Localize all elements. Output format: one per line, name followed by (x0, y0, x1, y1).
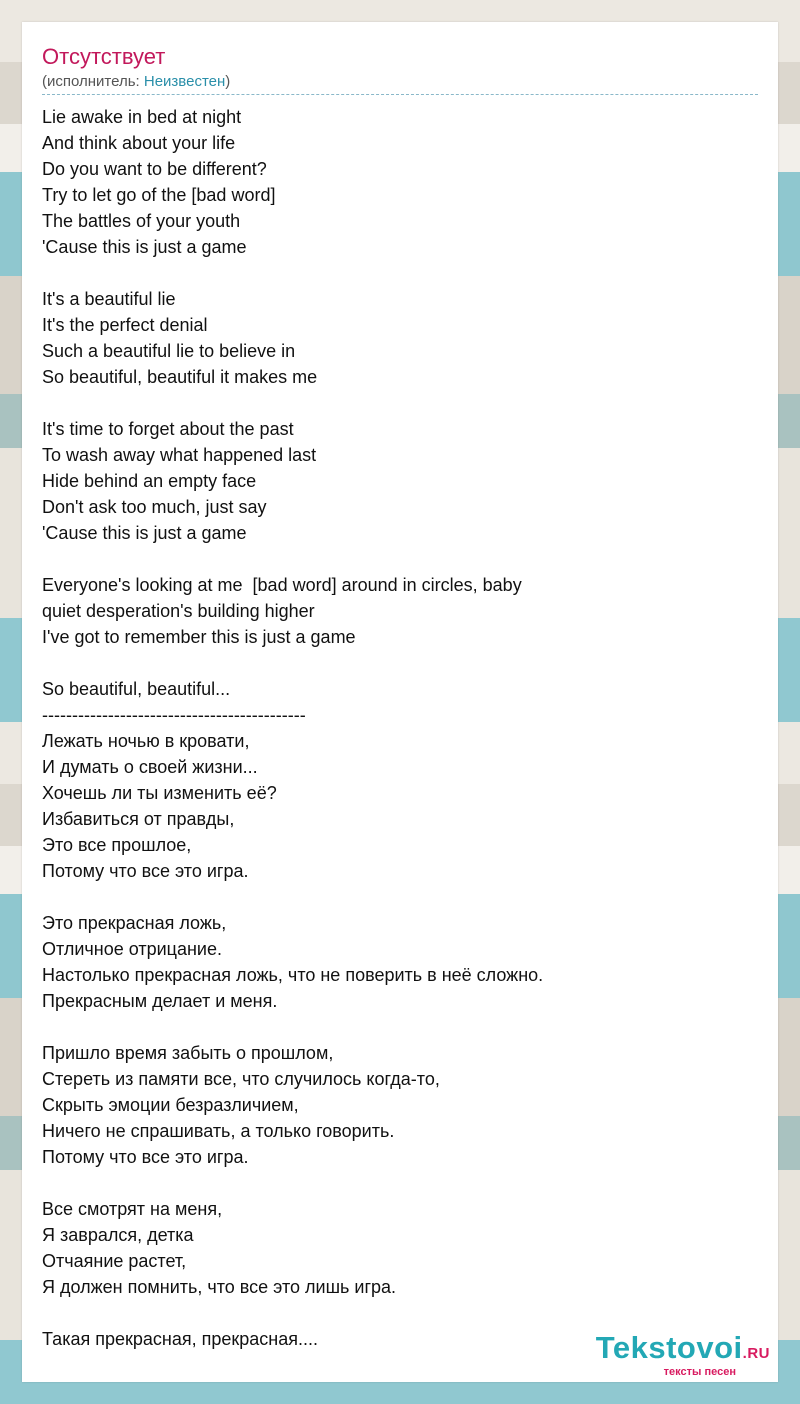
lyrics-blank-line (42, 650, 758, 676)
lyrics-line: Избавиться от правды, (42, 809, 235, 829)
lyrics-line: Everyone's looking at me [bad word] around in circles, baby (42, 575, 522, 595)
lyrics-line: Скрыть эмоции безразличием, (42, 1095, 299, 1115)
lyrics-line: И думать о своей жизни... (42, 757, 258, 777)
lyrics-line: I've got to remember this is just a game (42, 627, 356, 647)
lyrics-line: Do you want to be different? (42, 159, 267, 179)
lyrics-line: Лежать ночью в кровати, (42, 731, 250, 751)
lyrics-line: The battles of your youth (42, 211, 241, 231)
performer-link[interactable]: Неизвестен (143, 73, 226, 90)
lyrics-line: Я должен помнить, что все это лишь игра. (42, 1277, 397, 1297)
lyrics-blank-line (42, 1014, 758, 1040)
lyrics-line: quiet desperation's building higher (42, 601, 315, 621)
lyrics-line: Это прекрасная ложь, (42, 913, 227, 933)
lyrics-line: Прекрасным делает и меня. (42, 991, 278, 1011)
lyrics-line: 'Cause this is just a game (42, 523, 247, 543)
lyrics-card (22, 22, 778, 1382)
lyrics-line: Все смотрят на меня, (42, 1199, 223, 1219)
lyrics-line: It's time to forget about the past (42, 419, 294, 439)
lyrics-line: So beautiful, beautiful... (42, 679, 231, 699)
lyrics-blank-line (42, 260, 758, 286)
lyrics-line: It's the perfect denial (42, 315, 208, 335)
lyrics-line: Отличное отрицание. (42, 939, 222, 959)
performer-line (42, 72, 758, 95)
lyrics-text (42, 104, 758, 1352)
lyrics-line: And think about your life (42, 133, 236, 153)
lyrics-blank-line (42, 546, 758, 572)
performer-prefix: (исполнитель: (42, 73, 144, 90)
lyrics-line: Try to let go of the [bad word] (42, 185, 276, 205)
performer-suffix: ) (225, 73, 231, 90)
lyrics-line: Hide behind an empty face (42, 471, 257, 491)
lyrics-line: Я заврался, детка (42, 1225, 194, 1245)
lyrics-line: Пришло время забыть о прошлом, (42, 1043, 334, 1063)
lyrics-line: Хочешь ли ты изменить её? (42, 783, 277, 803)
lyrics-line: Such a beautiful lie to believe in (42, 341, 296, 361)
lyrics-line: Потому что все это игра. (42, 861, 249, 881)
lyrics-line: So beautiful, beautiful it makes me (42, 367, 318, 387)
lyrics-blank-line (42, 390, 758, 416)
lyrics-line: Don't ask too much, just say (42, 497, 267, 517)
site-logo[interactable] (596, 1332, 770, 1378)
lyrics-line: 'Cause this is just a game (42, 237, 247, 257)
lyrics-line: It's a beautiful lie (42, 289, 176, 309)
song-title: Отсутствует (42, 44, 166, 69)
lyrics-line: Настолько прекрасная ложь, что не поверить в неё сложно. (42, 965, 544, 985)
lyrics-blank-line (42, 1300, 758, 1326)
lyrics-line: Потому что все это игра. (42, 1147, 249, 1167)
lyrics-line: To wash away what happened last (42, 445, 317, 465)
logo-name: Tekstovoi (595, 1330, 743, 1365)
lyrics-line: Lie awake in bed at night (42, 107, 242, 127)
lyrics-line: Это все прошлое, (42, 835, 192, 855)
logo-tld: .RU (742, 1345, 770, 1362)
lyrics-line: Отчаяние растет, (42, 1251, 187, 1271)
lyrics-line: -------------------------------------------- (42, 705, 306, 725)
lyrics-line: Ничего не спрашивать, а только говорить. (42, 1121, 395, 1141)
logo-tagline: тексты песен (663, 1366, 736, 1378)
lyrics-blank-line (42, 1170, 758, 1196)
lyrics-line: Стереть из памяти все, что случилось когда-то, (42, 1069, 440, 1089)
logo-wordmark (596, 1332, 770, 1370)
lyrics-blank-line (42, 884, 758, 910)
song-header (42, 42, 758, 95)
lyrics-line: Такая прекрасная, прекрасная.... (42, 1329, 318, 1349)
